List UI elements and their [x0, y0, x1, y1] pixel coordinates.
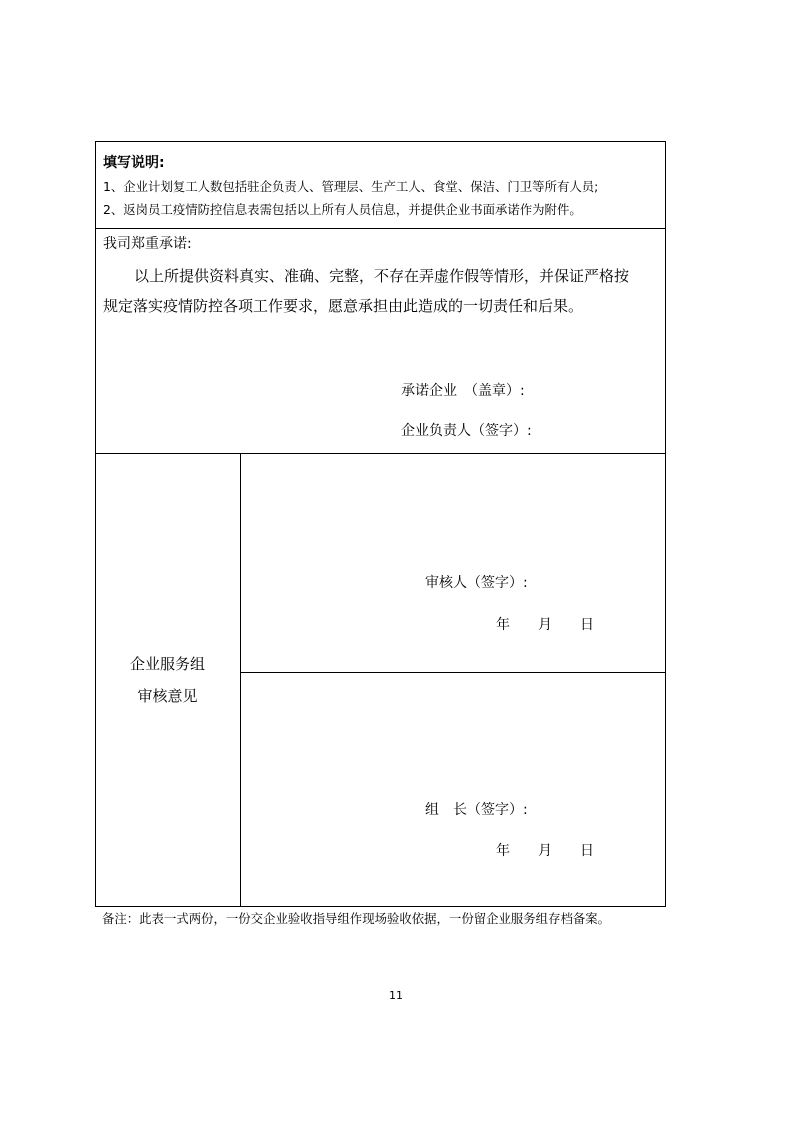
reviewer-signature-label: 审核人（签字）: — [425, 575, 528, 591]
review-group-label-line-1: 企业服务组 — [129, 655, 205, 673]
footnote: 备注：此表一式两份，一份交企业验收指导组作现场验收依据，一份留企业服务组存档备案。 — [102, 911, 611, 926]
review-label-divider — [240, 453, 241, 907]
company-leader-signature-label: 企业负责人（签字）: — [401, 423, 532, 439]
table-right-border — [665, 141, 666, 907]
commitment-heading: 我司郑重承诺: — [103, 236, 192, 252]
page-number: 11 — [389, 989, 403, 1002]
instructions-item-2: 2、返岗员工疫情防控信息表需包括以上所有人员信息，并提供企业书面承诺作为附件。 — [103, 202, 582, 217]
instructions-title: 填写说明: — [103, 155, 165, 171]
company-seal-label: 承诺企业 （盖章）: — [401, 383, 525, 399]
commitment-body-line-2: 规定落实疫情防控各项工作要求，愿意承担由此造成的一切责任和后果。 — [103, 297, 584, 315]
review-group-label-line-2: 审核意见 — [137, 687, 198, 705]
commitment-bottom-border — [95, 453, 666, 454]
table-left-border — [95, 141, 96, 907]
table-top-border — [95, 141, 666, 142]
commitment-body-line-1: 以上所提供资料真实、准确、完整，不存在弄虚作假等情形，并保证严格按 — [134, 267, 630, 285]
instructions-bottom-border — [95, 228, 666, 229]
group-leader-signature-label: 组 长（签字）: — [425, 802, 528, 818]
table-bottom-border — [95, 906, 666, 907]
instructions-item-1: 1、企业计划复工人数包括驻企负责人、管理层、生产工人、食堂、保洁、门卫等所有人员; — [103, 179, 599, 194]
group-leader-date: 年 月 日 — [496, 843, 594, 859]
review-middle-border — [240, 672, 666, 673]
reviewer-date: 年 月 日 — [496, 617, 594, 633]
